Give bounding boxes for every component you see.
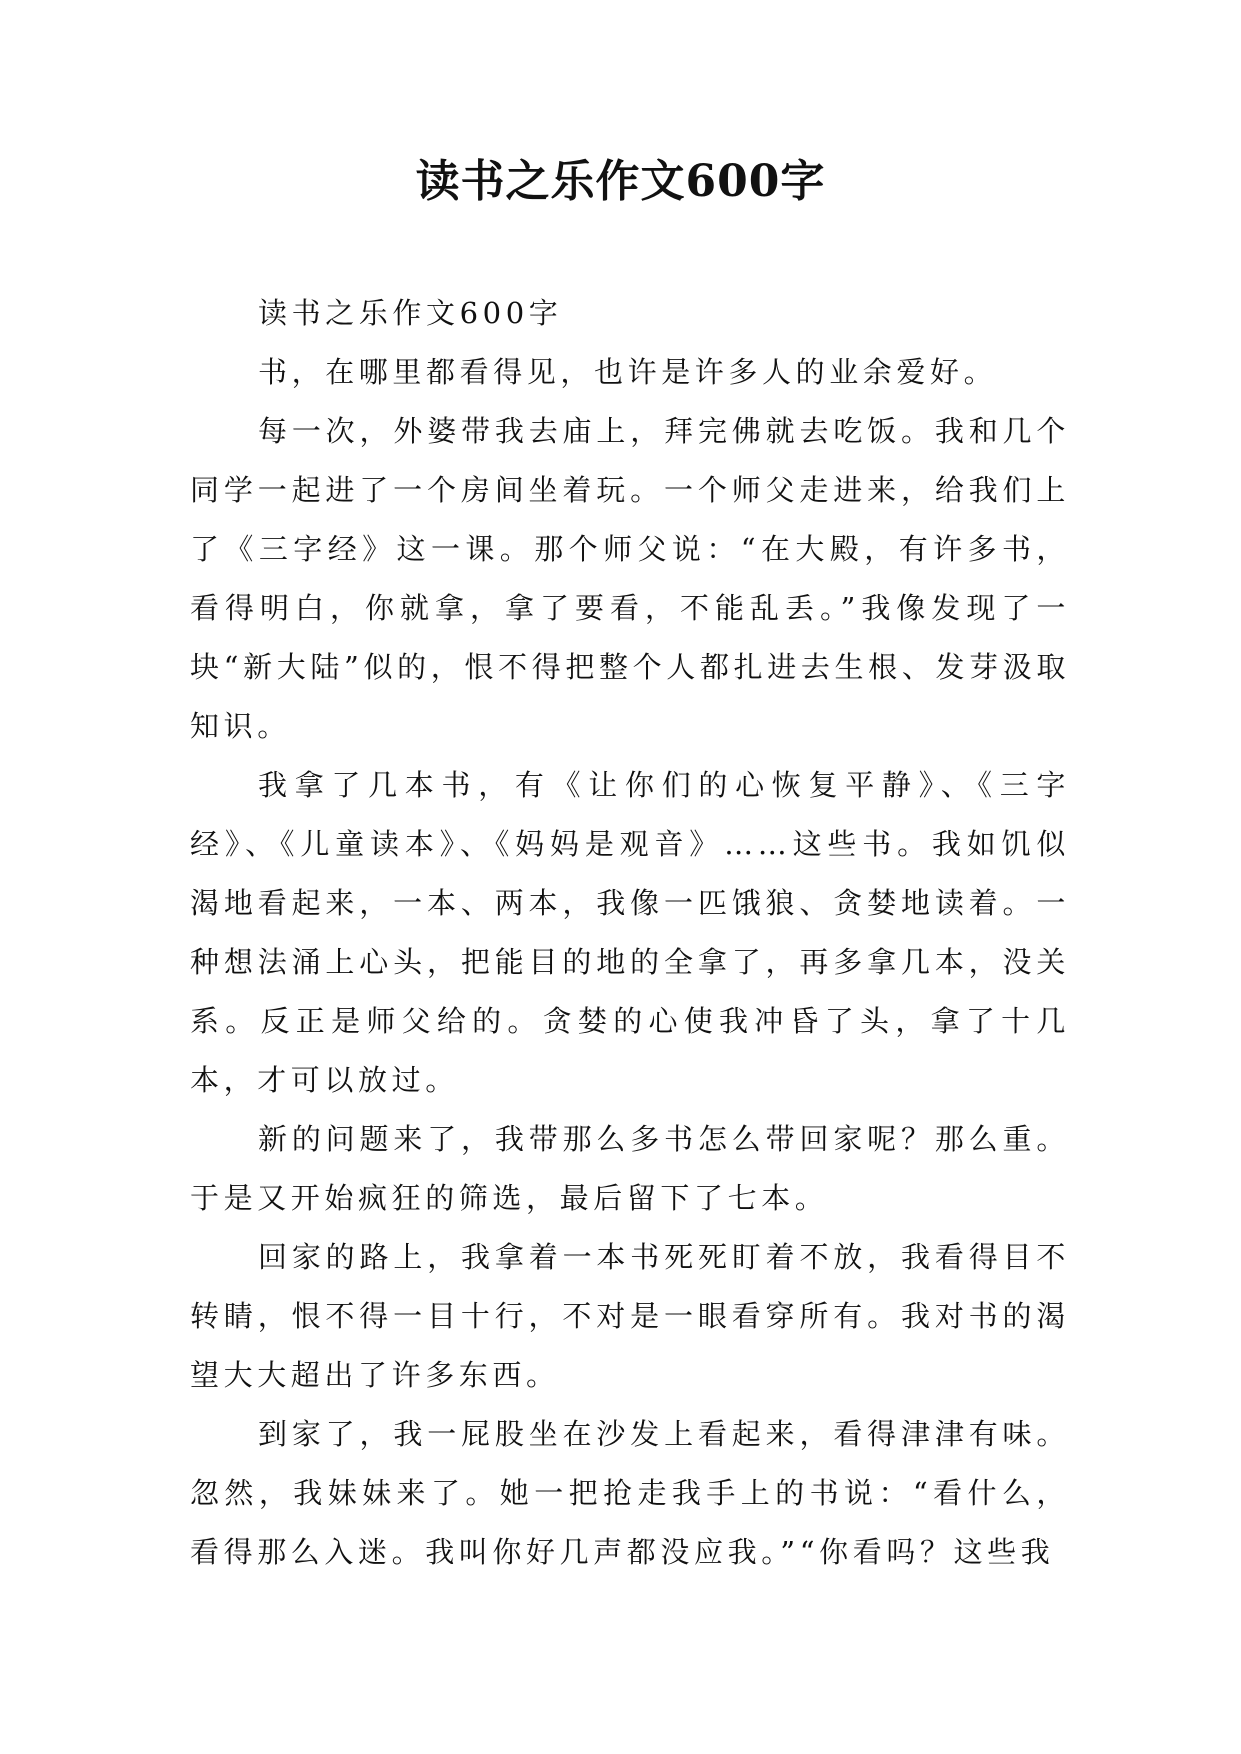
document-body [190, 284, 1070, 1582]
paragraph-5: 回家的路上，我拿着一本书死死盯着不放，我看得目不转睛，恨不得一目十行，不对是一眼看穿所有。我对书的渴望大大超出了许多东西。 [190, 1240, 1070, 1392]
document-title: 读书之乐作文600字 [415, 156, 826, 207]
paragraph-1: 书，在哪里都看得见，也许是许多人的业余爱好。 [258, 355, 998, 389]
paragraph-6: 到家了，我一屁股坐在沙发上看起来，看得津津有味。忽然，我妹妹来了。她一把抢走我手上的书说：“看什么，看得那么入迷。我叫你好几声都没应我。”“你看吗？这些我 [190, 1417, 1070, 1569]
paragraph-subtitle: 读书之乐作文600字 [258, 296, 563, 330]
paragraph-3: 我拿了几本书，有《让你们的心恢复平静》、《三字经》、《儿童读本》、《妈妈是观音》……这些书。我如饥似渴地看起来，一本、两本，我像一匹饿狼、贪婪地读着。一种想法涌上心头，把能目的地的全拿了，再多拿几本，没关系。反正是师父给的。贪婪的心使我冲昏了头，拿了十几本，才可以放过。 [190, 768, 1070, 1097]
paragraph-4: 新的问题来了，我带那么多书怎么带回家呢？那么重。于是又开始疯狂的筛选，最后留下了七本。 [190, 1122, 1070, 1215]
paragraph-2: 每一次，外婆带我去庙上，拜完佛就去吃饭。我和几个同学一起进了一个房间坐着玩。一个师父走进来，给我们上了《三字经》这一课。那个师父说：“在大殿，有许多书，看得明白，你就拿，拿了要看，不能乱丢。”我像发现了一块“新大陆”似的，恨不得把整个人都扎进去生根、发芽汲取知识。 [190, 414, 1070, 743]
